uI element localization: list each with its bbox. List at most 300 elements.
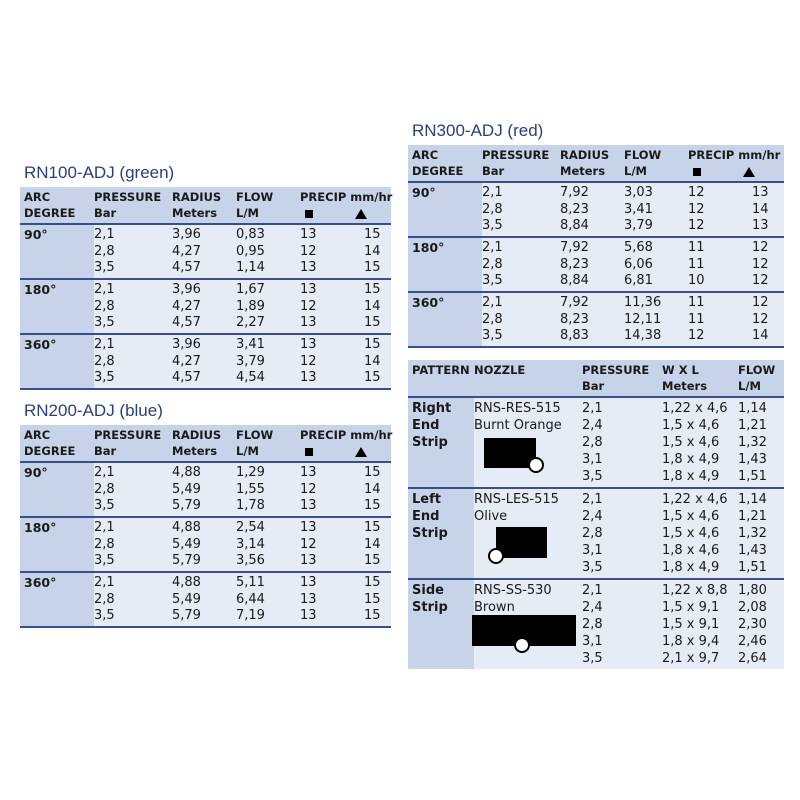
flow-cell-value: 14,38	[624, 328, 662, 343]
precip-triangle-cell-value: 15	[364, 337, 381, 352]
pressure-cell-value: 3,5	[582, 560, 603, 575]
flow-cell-value: 2,30	[738, 617, 767, 632]
precip-triangle-cell	[752, 182, 784, 237]
pressure-header: PRESSURE Bar	[94, 425, 172, 462]
table-row	[408, 292, 784, 347]
precip-triangle-cell-value: 15	[364, 465, 381, 480]
flow-cell-value: 6,06	[624, 256, 653, 272]
precip-square-cell	[688, 182, 752, 237]
flow-cell-value: 1,55	[236, 481, 265, 497]
wxl-cell	[662, 397, 738, 488]
table-row	[408, 182, 784, 237]
flow-cell-value: 0,95	[236, 243, 265, 259]
pressure-cell-value: 2,8	[582, 435, 603, 450]
table-row	[20, 224, 391, 279]
table-row	[20, 572, 391, 627]
wxl-cell-value: 1,5 x 9,1	[662, 617, 720, 632]
precip-square-cell-value: 13	[300, 553, 317, 568]
pressure-cell-value: 3,5	[94, 370, 115, 385]
pattern-cell	[408, 579, 474, 669]
wxl-cell-value: 1,22 x 8,8	[662, 583, 728, 598]
table-row	[20, 334, 391, 389]
flow-cell-value: 1,21	[738, 418, 767, 433]
arc-degree-cell: 180°	[20, 279, 94, 334]
radius-cell-value: 4,57	[172, 260, 201, 275]
pressure-cell-value: 2,4	[582, 600, 603, 615]
precip-square-cell-value: 12	[688, 328, 705, 343]
pressure-cell-value: 2,8	[94, 298, 115, 314]
arc-degree-cell: 90°	[20, 462, 94, 517]
pressure-cell-value: 2,1	[94, 282, 115, 297]
pressure-cell-value: 2,8	[94, 481, 115, 497]
precip-square-cell-value: 13	[300, 370, 317, 385]
arc-degree-cell: 90°	[20, 224, 94, 279]
radius-cell-value: 5,79	[172, 608, 201, 623]
pressure-cell-value: 2,1	[94, 575, 115, 590]
rn100-title: RN100-ADJ (green)	[24, 163, 175, 182]
precip-square-cell-value: 13	[300, 591, 317, 607]
precip-square-cell-value: 13	[300, 282, 317, 297]
arc-degree-cell: 180°	[408, 237, 482, 292]
pressure-cell-value: 2,1	[582, 401, 603, 416]
radius-cell	[172, 462, 236, 517]
flow-cell-value: 1,43	[738, 543, 767, 558]
radius-cell	[560, 182, 624, 237]
pattern-label: Left	[412, 492, 441, 507]
wxl-cell-value: 1,5 x 4,6	[662, 435, 720, 450]
radius-cell-value: 5,49	[172, 536, 201, 552]
pressure-cell-value: 2,1	[582, 583, 603, 598]
pattern-label: Right	[412, 401, 452, 416]
arc-degree-cell: 360°	[408, 292, 482, 347]
precip-square-cell-value: 11	[688, 240, 705, 255]
radius-cell-value: 3,96	[172, 337, 201, 352]
precip-triangle-cell-value: 15	[364, 608, 381, 623]
arc-degree-cell: 360°	[20, 572, 94, 627]
rn100-table	[20, 187, 391, 390]
pressure-cell-value: 3,1	[582, 452, 603, 467]
precip-square-cell-value: 11	[688, 256, 705, 272]
radius-cell-value: 8,23	[560, 201, 589, 217]
table-row	[408, 397, 784, 488]
precip-triangle-cell-value: 14	[364, 353, 381, 369]
precip-triangle-cell-value: 14	[364, 298, 381, 314]
radius-cell-value: 8,83	[560, 328, 589, 343]
pressure-cell-value: 3,5	[482, 328, 503, 343]
flow-cell-value: 1,21	[738, 509, 767, 524]
pressure-header: PRESSURE Bar	[94, 187, 172, 224]
pressure-cell-value: 2,8	[482, 256, 503, 272]
wxl-cell-value: 1,22 x 4,6	[662, 492, 728, 507]
pressure-cell-value: 2,1	[94, 465, 115, 480]
precip-triangle-cell-value: 15	[364, 227, 381, 242]
flow-cell-value: 1,32	[738, 435, 767, 450]
pattern-label: Strip	[412, 435, 448, 450]
rn200-title: RN200-ADJ (blue)	[24, 401, 163, 420]
arc-degree-header: ARC DEGREE	[20, 425, 94, 462]
precip-triangle-cell-value: 15	[364, 282, 381, 297]
flow-cell	[738, 488, 784, 579]
pressure-cell-value: 2,4	[582, 509, 603, 524]
pressure-cell-value: 2,1	[482, 240, 503, 255]
precip-square-cell-value: 12	[688, 185, 705, 200]
precip-triangle-cell	[752, 237, 784, 292]
flow-cell-value: 1,14	[738, 492, 767, 507]
nozzle-label: Burnt Orange	[474, 418, 562, 433]
pattern-header: PATTERN	[408, 360, 474, 397]
precip-square-cell-value: 13	[300, 315, 317, 330]
pressure-cell-value: 2,1	[482, 295, 503, 310]
precip-triangle-cell-value: 12	[752, 256, 769, 272]
flow-cell-value: 4,54	[236, 370, 265, 385]
flow-cell-value: 12,11	[624, 311, 662, 327]
precip-triangle-cell-value: 13	[752, 185, 769, 200]
precip-square-cell-value: 12	[300, 536, 317, 552]
precip-triangle-cell-value: 12	[752, 273, 769, 288]
pressure-cell	[582, 397, 662, 488]
radius-cell-value: 8,84	[560, 218, 589, 233]
pressure-cell	[94, 462, 172, 517]
triangle-spacing-icon	[355, 209, 367, 219]
radius-cell-value: 4,27	[172, 243, 201, 259]
pattern-label: Side	[412, 583, 444, 598]
nozzle-label: RNS-LES-515	[474, 492, 559, 507]
pattern-label: End	[412, 509, 440, 524]
pressure-cell-value: 3,5	[582, 469, 603, 484]
pressure-cell-value: 3,5	[582, 651, 603, 666]
pressure-cell-value: 2,1	[94, 520, 115, 535]
flow-cell	[236, 462, 300, 517]
square-spacing-icon	[305, 448, 313, 456]
wxl-cell-value: 1,5 x 4,6	[662, 526, 720, 541]
rn300-table	[408, 145, 784, 348]
flow-cell-value: 2,27	[236, 315, 265, 330]
pressure-cell-value: 2,8	[482, 201, 503, 217]
precip-triangle-cell-value: 15	[364, 553, 381, 568]
pattern-cell	[408, 397, 474, 488]
pressure-cell	[582, 579, 662, 669]
precip-square-cell-value: 13	[300, 260, 317, 275]
precip-triangle-cell-value: 15	[364, 260, 381, 275]
pressure-cell-value: 2,1	[94, 227, 115, 242]
flow-cell-value: 1,80	[738, 583, 767, 598]
pattern-label: Strip	[412, 526, 448, 541]
radius-cell-value: 8,23	[560, 256, 589, 272]
flow-cell-value: 1,14	[236, 260, 265, 275]
pressure-cell-value: 2,8	[582, 617, 603, 632]
precip-square-cell-value: 13	[300, 575, 317, 590]
flow-cell-value: 2,54	[236, 520, 265, 535]
precip-triangle-cell-value: 12	[752, 240, 769, 255]
pressure-cell-value: 2,8	[94, 536, 115, 552]
flow-cell-value: 3,56	[236, 553, 265, 568]
precip-square-cell	[300, 572, 364, 627]
flow-header: FLOW L/M	[236, 187, 300, 224]
flow-cell	[236, 224, 300, 279]
arc-degree-cell: 90°	[408, 182, 482, 237]
precip-triangle-cell-value: 13	[752, 218, 769, 233]
flow-cell-value: 1,29	[236, 465, 265, 480]
pressure-cell-value: 2,1	[482, 185, 503, 200]
radius-cell-value: 4,27	[172, 298, 201, 314]
pressure-cell-value: 3,5	[482, 218, 503, 233]
precip-square-cell	[688, 237, 752, 292]
precip-square-cell	[300, 334, 364, 389]
radius-cell-value: 4,88	[172, 575, 201, 590]
flow-cell-value: 6,81	[624, 273, 653, 288]
flow-cell-value: 1,14	[738, 401, 767, 416]
wxl-cell-value: 1,5 x 9,1	[662, 600, 720, 615]
precip-triangle-cell-value: 15	[364, 575, 381, 590]
pattern-cell	[408, 488, 474, 579]
flow-cell-value: 1,89	[236, 298, 265, 314]
radius-cell-value: 8,84	[560, 273, 589, 288]
flow-cell-value: 5,68	[624, 240, 653, 255]
table-row	[408, 488, 784, 579]
precip-square-cell	[688, 292, 752, 347]
precip-square-cell-value: 12	[688, 218, 705, 233]
strip-nozzle-table	[408, 360, 784, 669]
flow-header: FLOW L/M	[624, 145, 688, 182]
triangle-spacing-icon	[743, 167, 755, 177]
wxl-cell-value: 1,5 x 4,6	[662, 418, 720, 433]
precip-header: PRECIP mm/hr	[300, 187, 391, 224]
pressure-cell-value: 2,8	[582, 526, 603, 541]
pressure-cell-value: 2,4	[582, 418, 603, 433]
flow-cell-value: 3,41	[624, 201, 653, 217]
wxl-cell	[662, 579, 738, 669]
pressure-cell	[582, 488, 662, 579]
flow-cell-value: 0,83	[236, 227, 265, 242]
table-row	[20, 279, 391, 334]
precip-triangle-cell-value: 14	[364, 481, 381, 497]
radius-cell-value: 5,49	[172, 591, 201, 607]
flow-cell	[738, 579, 784, 669]
flow-cell-value: 1,32	[738, 526, 767, 541]
square-spacing-icon	[305, 210, 313, 218]
flow-header: FLOW L/M	[738, 360, 784, 397]
pressure-cell-value: 3,5	[482, 273, 503, 288]
flow-cell	[236, 572, 300, 627]
radius-cell-value: 3,96	[172, 282, 201, 297]
precip-square-cell-value: 13	[300, 608, 317, 623]
precip-square-cell	[300, 224, 364, 279]
pressure-cell	[94, 279, 172, 334]
flow-cell	[624, 182, 688, 237]
precip-square-cell-value: 12	[300, 298, 317, 314]
precip-square-cell-value: 13	[300, 498, 317, 513]
precip-triangle-cell-value: 14	[752, 201, 769, 217]
square-spacing-icon	[693, 168, 701, 176]
precip-triangle-cell	[364, 572, 391, 627]
pressure-cell-value: 2,1	[582, 492, 603, 507]
table-row	[20, 462, 391, 517]
pressure-cell-value: 3,1	[582, 634, 603, 649]
nozzle-label: RNS-SS-530	[474, 583, 552, 598]
precip-triangle-cell-value: 14	[364, 243, 381, 259]
flow-cell-value: 3,14	[236, 536, 265, 552]
radius-cell-value: 5,49	[172, 481, 201, 497]
wxl-cell-value: 1,8 x 4,6	[662, 543, 720, 558]
flow-cell-value: 3,79	[236, 353, 265, 369]
pressure-cell-value: 2,8	[94, 243, 115, 259]
pressure-cell	[482, 182, 560, 237]
pressure-cell-value: 3,5	[94, 608, 115, 623]
arc-degree-header: ARC DEGREE	[408, 145, 482, 182]
precip-triangle-cell	[364, 462, 391, 517]
radius-cell-value: 4,27	[172, 353, 201, 369]
flow-cell-value: 1,43	[738, 452, 767, 467]
precip-triangle-cell	[364, 279, 391, 334]
nozzle-header: NOZZLE	[474, 360, 582, 397]
precip-triangle-cell	[364, 517, 391, 572]
radius-header: RADIUS Meters	[172, 187, 236, 224]
precip-square-cell-value: 13	[300, 227, 317, 242]
flow-cell	[236, 517, 300, 572]
arc-degree-header: ARC DEGREE	[20, 187, 94, 224]
flow-cell-value: 3,41	[236, 337, 265, 352]
flow-cell-value: 2,64	[738, 651, 767, 666]
pattern-label: End	[412, 418, 440, 433]
flow-header: FLOW L/M	[236, 425, 300, 462]
precip-triangle-cell-value: 15	[364, 315, 381, 330]
pressure-cell-value: 2,8	[94, 353, 115, 369]
flow-cell-value: 2,46	[738, 634, 767, 649]
precip-square-cell-value: 12	[300, 353, 317, 369]
flow-cell	[624, 237, 688, 292]
radius-cell-value: 4,88	[172, 520, 201, 535]
radius-cell	[172, 517, 236, 572]
pressure-cell-value: 3,5	[94, 315, 115, 330]
triangle-spacing-icon	[355, 447, 367, 457]
flow-cell-value: 3,03	[624, 185, 653, 200]
wxl-cell-value: 1,8 x 9,4	[662, 634, 720, 649]
flow-cell-value: 3,79	[624, 218, 653, 233]
nozzle-label: RNS-RES-515	[474, 401, 561, 416]
pressure-cell-value: 2,1	[94, 337, 115, 352]
radius-cell	[172, 334, 236, 389]
precip-square-cell-value: 11	[688, 311, 705, 327]
precip-triangle-cell	[752, 292, 784, 347]
radius-cell-value: 4,88	[172, 465, 201, 480]
wxl-cell-value: 1,8 x 4,9	[662, 469, 720, 484]
nozzle-label: Brown	[474, 600, 515, 615]
flow-cell	[738, 397, 784, 488]
radius-cell-value: 8,23	[560, 311, 589, 327]
radius-header: RADIUS Meters	[172, 425, 236, 462]
pattern-label: Strip	[412, 600, 448, 615]
table-row	[20, 517, 391, 572]
precip-triangle-cell	[364, 334, 391, 389]
radius-cell-value: 4,57	[172, 315, 201, 330]
precip-header: PRECIP mm/hr	[300, 425, 391, 462]
flow-cell	[236, 279, 300, 334]
flow-cell-value: 1,78	[236, 498, 265, 513]
precip-triangle-cell-value: 12	[752, 295, 769, 310]
flow-cell-value: 5,11	[236, 575, 265, 590]
precip-triangle-cell	[364, 224, 391, 279]
pressure-cell-value: 3,5	[94, 260, 115, 275]
rn200-table	[20, 425, 391, 628]
precip-square-cell	[300, 462, 364, 517]
pressure-cell	[94, 517, 172, 572]
radius-cell-value: 7,92	[560, 185, 589, 200]
flow-cell	[624, 292, 688, 347]
pressure-cell-value: 3,1	[582, 543, 603, 558]
precip-square-cell	[300, 517, 364, 572]
radius-header: RADIUS Meters	[560, 145, 624, 182]
pressure-cell	[94, 572, 172, 627]
wxl-cell-value: 1,22 x 4,6	[662, 401, 728, 416]
flow-cell-value: 7,19	[236, 608, 265, 623]
pressure-header: PRESSURE Bar	[482, 145, 560, 182]
pressure-cell	[94, 334, 172, 389]
flow-cell-value: 6,44	[236, 591, 265, 607]
precip-square-cell-value: 13	[300, 465, 317, 480]
table-row	[408, 579, 784, 669]
radius-cell	[172, 572, 236, 627]
radius-cell-value: 3,96	[172, 227, 201, 242]
precip-header: PRECIP mm/hr	[688, 145, 784, 182]
pressure-cell-value: 3,5	[94, 498, 115, 513]
radius-cell-value: 5,79	[172, 498, 201, 513]
arc-degree-cell: 180°	[20, 517, 94, 572]
radius-cell	[172, 224, 236, 279]
flow-cell-value: 11,36	[624, 295, 662, 310]
pressure-cell-value: 2,8	[94, 591, 115, 607]
precip-square-cell-value: 12	[300, 243, 317, 259]
pressure-cell	[94, 224, 172, 279]
table-row	[408, 237, 784, 292]
pressure-cell	[482, 292, 560, 347]
nozzle-label: Olive	[474, 509, 508, 524]
radius-cell	[560, 237, 624, 292]
wxl-cell-value: 2,1 x 9,7	[662, 651, 720, 666]
precip-triangle-cell-value: 15	[364, 498, 381, 513]
radius-cell-value: 5,79	[172, 553, 201, 568]
pressure-cell	[482, 237, 560, 292]
precip-triangle-cell-value: 12	[752, 311, 769, 327]
precip-triangle-cell-value: 15	[364, 370, 381, 385]
precip-square-cell	[300, 279, 364, 334]
wxl-cell-value: 1,8 x 4,9	[662, 560, 720, 575]
rn300-title: RN300-ADJ (red)	[412, 121, 544, 140]
wxl-header: W X L Meters	[662, 360, 738, 397]
radius-cell-value: 7,92	[560, 240, 589, 255]
flow-cell-value: 1,51	[738, 469, 767, 484]
flow-cell-value: 2,08	[738, 600, 767, 615]
radius-cell	[172, 279, 236, 334]
flow-cell	[236, 334, 300, 389]
precip-triangle-cell-value: 14	[364, 536, 381, 552]
pressure-header: PRESSURE Bar	[582, 360, 662, 397]
wxl-cell	[662, 488, 738, 579]
precip-square-cell-value: 13	[300, 337, 317, 352]
wxl-cell-value: 1,8 x 4,9	[662, 452, 720, 467]
flow-cell-value: 1,67	[236, 282, 265, 297]
flow-cell-value: 1,51	[738, 560, 767, 575]
precip-triangle-cell-value: 15	[364, 520, 381, 535]
pressure-cell-value: 3,5	[94, 553, 115, 568]
arc-degree-cell: 360°	[20, 334, 94, 389]
precip-square-cell-value: 12	[688, 201, 705, 217]
wxl-cell-value: 1,5 x 4,6	[662, 509, 720, 524]
pressure-cell-value: 2,8	[482, 311, 503, 327]
precip-square-cell-value: 13	[300, 520, 317, 535]
precip-square-cell-value: 12	[300, 481, 317, 497]
precip-square-cell-value: 10	[688, 273, 705, 288]
radius-cell-value: 4,57	[172, 370, 201, 385]
